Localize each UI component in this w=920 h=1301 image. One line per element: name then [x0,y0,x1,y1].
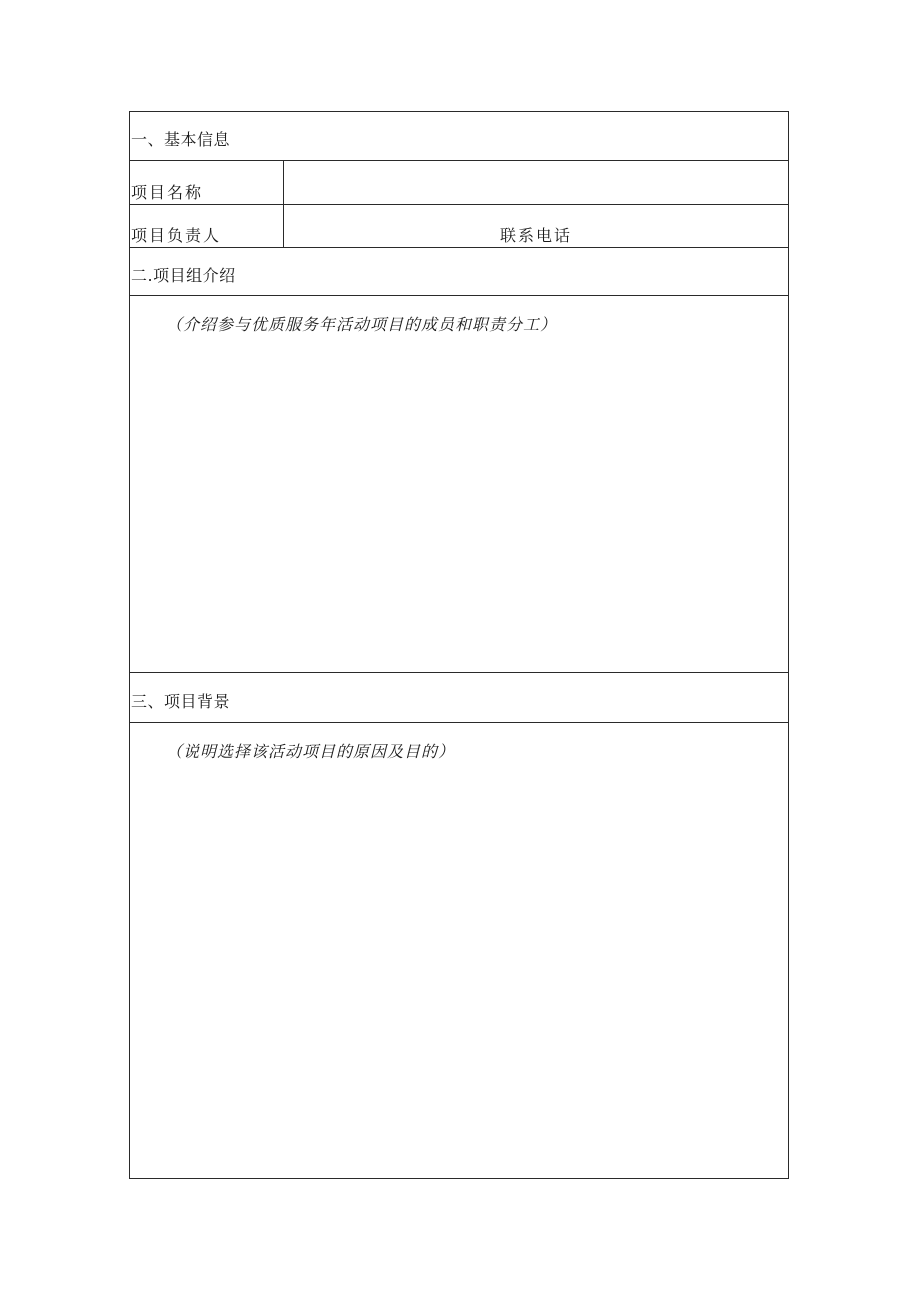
section-team-header [130,248,788,296]
project-name-label: 项目名称 [131,183,204,202]
section-background-title: 三、项目背景 [131,692,231,711]
contact-phone-label: 联系电话 [500,226,573,245]
section-basic-info-header [130,112,788,161]
section-team-body [130,296,788,673]
section-background-header [130,673,788,723]
project-name-field[interactable] [284,161,788,204]
section-team-title: 二.项目组介绍 [131,266,236,285]
project-application-form [129,111,789,1179]
project-leader-row [130,205,788,248]
background-textarea[interactable] [130,723,788,1178]
background-hint: （说明选择该活动项目的原因及目的） [166,742,456,761]
project-name-row [130,161,788,205]
team-intro-textarea[interactable] [130,296,788,672]
project-leader-label: 项目负责人 [131,226,222,245]
section-background-body [130,723,788,1178]
team-intro-hint: （介绍参与优质服务年活动项目的成员和职责分工） [166,315,558,334]
section-basic-info-title: 一、基本信息 [131,130,231,149]
